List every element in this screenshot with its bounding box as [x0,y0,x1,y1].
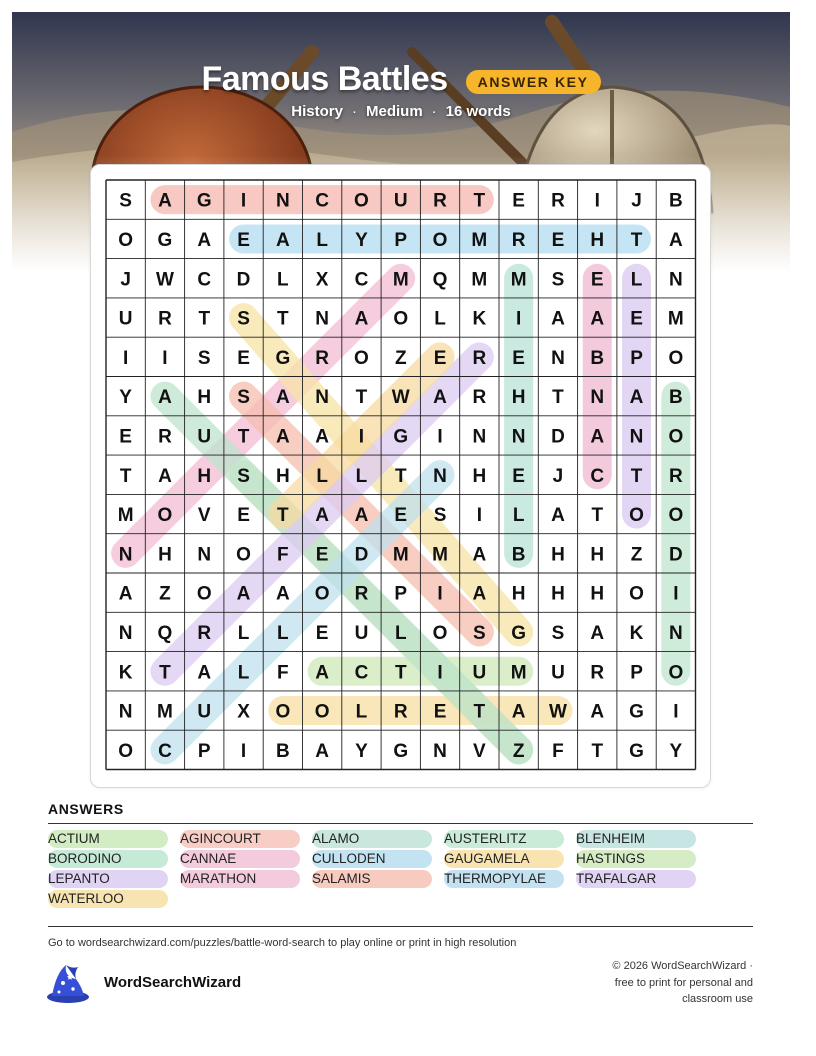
grid-letter: L [630,269,643,291]
grid-letter: C [197,269,212,291]
grid-letter: M [510,269,527,291]
grid-letter: I [358,426,365,448]
answer-item: LEPANTO [48,870,168,888]
grid-letter: I [673,583,679,605]
grid-letter: M [392,269,409,291]
grid-letter: U [393,190,408,212]
grid-letter: B [668,190,683,212]
grid-letter: P [630,662,643,684]
grid-letter: K [629,622,644,644]
puzzle-meta [12,103,790,120]
grid-letter: H [551,583,565,605]
footer-divider [48,926,753,927]
grid-letter: D [551,426,565,448]
footer-link[interactable]: Go to wordsearchwizard.com/puzzles/battle-word-search to play online or print in high resolution [48,937,517,949]
grid-letter: E [630,308,643,330]
answer-item: THERMOPYLAE [444,870,564,888]
grid-letter: D [236,269,251,291]
grid-letter: S [119,190,132,212]
grid-letter: A [590,308,605,330]
grid-letter: E [237,347,250,369]
grid-letter: M [117,505,134,527]
grid-letter: R [433,190,447,212]
grid-letter: N [197,544,212,566]
grid-letter: T [394,662,407,684]
grid-letter: W [391,387,410,409]
grid-letter: A [590,622,605,644]
grid-letter: R [551,190,565,212]
grid-letter: S [197,347,211,369]
grid-letter: R [472,347,487,369]
grid-letter: R [590,662,605,684]
answer-key-badge: ANSWER KEY [466,70,601,94]
grid-letter: T [119,465,132,487]
grid-letter: N [511,426,526,448]
grid-letter: W [548,701,567,723]
grid-letter: L [394,622,407,644]
grid-letter: L [316,465,328,487]
grid-letter: T [277,505,289,527]
grid-letter: T [198,308,211,330]
grid-letter: R [158,426,172,448]
grid-letter: O [275,701,291,723]
grid-letter: G [629,740,644,762]
difficulty-label: Medium [365,103,423,120]
grid-letter: A [158,190,172,212]
grid-letter: O [314,701,330,723]
answer-item: HASTINGS [576,850,696,868]
answer-item: AGINCOURT [180,830,300,848]
grid-letter: J [552,465,564,487]
grid-letter: W [155,269,174,291]
grid-letter: O [629,583,644,605]
grid-letter: S [433,505,447,527]
grid-letter: L [355,701,368,723]
grid-letter: Y [119,387,132,409]
copyright-notice [583,958,753,1008]
grid-letter: T [355,387,368,409]
grid-letter: O [314,583,330,605]
grid-letter: B [590,347,605,369]
grid-letter: G [393,426,409,448]
answer-item: TRAFALGAR [576,870,696,888]
subject-label: History [291,103,343,120]
grid-letter: A [551,505,565,527]
grid-letter: H [551,544,565,566]
grid-letter: C [158,740,172,762]
grid-letter: E [512,347,525,369]
grid-letter: H [511,583,526,605]
grid-letter: O [118,740,134,762]
grid-letter: K [118,662,133,684]
grid-letter: O [668,662,684,684]
grid-letter: A [275,387,290,409]
grid-letter: O [668,426,684,448]
grid-letter: E [433,347,447,369]
grid-letter: T [277,308,289,330]
grid-letter: M [392,544,409,566]
grid-letter: A [315,426,330,448]
grid-letter: I [162,347,168,369]
grid-letter: D [668,544,683,566]
grid-letter: T [394,465,407,487]
grid-letter: F [277,544,289,566]
grid-letter: E [119,426,132,448]
grid-letter: T [473,701,486,723]
answer-item: WATERLOO [48,890,168,908]
grid-letter: S [237,387,250,409]
grid-letter: P [197,740,211,762]
grid-letter: Z [159,583,171,605]
grid-letter: A [118,583,133,605]
answer-item: ALAMO [312,830,432,848]
grid-letter: O [668,505,684,527]
grid-letter: U [354,622,369,644]
grid-letter: T [159,662,171,684]
grid-letter: A [158,465,172,487]
grid-letter: X [237,701,250,723]
grid-letter: Q [432,269,448,291]
grid-letter: P [394,229,408,251]
answer-item: SALAMIS [312,870,432,888]
answers-heading: ANSWERS [48,801,124,817]
grid-letter: Z [630,544,643,566]
grid-letter: C [315,190,330,212]
grid-letter: A [590,426,605,448]
grid-letter: T [473,190,486,212]
grid-letter: A [511,701,526,723]
grid-letter: S [551,269,565,291]
grid-letter: A [433,387,447,409]
grid-letter: N [118,622,133,644]
grid-letter: R [197,622,212,644]
grid-letter: N [118,701,133,723]
grid-letter: A [197,662,212,684]
grid-letter: G [629,701,644,723]
grid-letter: A [275,583,290,605]
grid-letter: O [668,347,684,369]
grid-letter: I [476,505,482,527]
word-count-label: 16 words [445,103,511,120]
grid-letter: V [473,740,486,762]
grid-letter: P [394,583,408,605]
answer-item: BLENHEIM [576,830,696,848]
grid-letter: G [196,190,212,212]
grid-letter: U [197,426,212,448]
grid-letter: A [551,308,565,330]
grid-letter: T [237,426,250,448]
grid-letter: E [315,622,329,644]
grid-letter: O [118,229,134,251]
grid-letter: V [197,505,211,527]
grid-letter: N [629,426,644,448]
grid-letter: H [590,544,605,566]
grid-letter: L [237,662,250,684]
word-search-grid [91,165,712,789]
grid-letter: Q [157,622,173,644]
grid-letter: U [118,308,133,330]
grid-letter: R [354,583,369,605]
grid-letter: L [316,229,328,251]
answer-item: MARATHON [180,870,300,888]
answer-item: AUSTERLITZ [444,830,564,848]
grid-letter: E [237,505,250,527]
grid-letter: U [197,701,212,723]
grid-letter: H [197,465,212,487]
grid-letter: S [237,465,250,487]
grid-letter: I [437,662,443,684]
grid-letter: O [354,347,369,369]
grid-letter: N [472,426,487,448]
answer-item: CULLODEN [312,850,432,868]
grid-letter: R [315,347,330,369]
letters-layer [118,191,684,762]
grid-letter: E [512,465,525,487]
grid-letter: L [512,505,525,527]
grid-letter: N [590,387,605,409]
grid-letter: E [237,229,250,251]
grid-letter: G [511,622,527,644]
grid-letter: G [275,347,291,369]
grid-letter: A [354,308,369,330]
grid-letter: R [393,701,408,723]
grid-letter: M [471,229,488,251]
grid-letter: Z [394,347,407,369]
grid-letter: A [158,387,172,409]
grid-letter: T [552,387,564,409]
answers-divider [48,823,753,824]
copyright-line: © 2026 WordSearchWizard · [612,960,753,972]
copyright-line: free to print for personal and [614,976,753,989]
puzzle-card [90,164,711,788]
grid-letter: A [315,662,330,684]
grid-letter: S [551,622,565,644]
grid-letter: O [432,229,448,251]
grid-letter: M [510,662,527,684]
grid-letter: O [354,190,369,212]
wizard-hat-icon [46,963,92,1005]
brand[interactable] [46,963,306,1007]
grid-letter: N [551,347,565,369]
grid-letter: H [590,229,605,251]
grid-letter: T [591,505,604,527]
grid-letter: S [237,308,250,330]
grid-letter: A [668,229,683,251]
grid-letter: A [236,583,251,605]
grid-letter: U [551,662,565,684]
answer-item: BORODINO [48,850,168,868]
grid-letter: A [197,229,212,251]
grid-letter: C [590,465,605,487]
grid-letter: I [437,583,443,605]
grid-letter: M [157,701,173,723]
grid-letter: N [315,387,330,409]
grid-letter: A [315,505,330,527]
grid-letter: O [236,544,251,566]
grid-letter: A [354,505,369,527]
grid-letter: A [275,229,290,251]
grid-letter: O [393,308,409,330]
brand-name: WordSearchWizard [104,974,242,991]
answer-item: GAUGAMELA [444,850,564,868]
grid-letter: H [158,544,172,566]
grid-letter: L [277,622,289,644]
grid-letter: P [630,347,643,369]
grid-letter: A [629,387,644,409]
grid-letter: N [275,190,290,212]
grid-letter: L [277,269,289,291]
grid-letter: A [590,701,605,723]
grid-letter: D [354,544,369,566]
grid-letter: E [551,229,565,251]
page-title: Famous Battles [201,60,448,98]
grid-letter: Y [669,740,683,762]
grid-letter: O [157,505,173,527]
grid-letter: T [630,229,643,251]
grid-letter: C [354,662,369,684]
grid-letter: I [673,701,679,723]
meta-separator: · [351,103,357,120]
grid-letter: L [355,465,368,487]
grid-letter: A [472,583,487,605]
grid-letter: J [120,269,131,291]
grid-letter: X [315,269,329,291]
grid-letter: K [472,308,487,330]
grid-letter: I [123,347,129,369]
grid-letter: R [668,465,683,487]
grid-letter: F [552,740,564,762]
grid-letter: E [590,269,604,291]
grid-letter: E [512,190,525,212]
grid-letter: U [472,662,487,684]
grid-letter: T [630,465,643,487]
grid-letter: O [629,505,644,527]
grid-letter: H [590,583,605,605]
grid-letter: E [394,505,408,527]
grid-letter: B [668,387,683,409]
grid-letter: R [158,308,172,330]
grid-letter: S [473,622,486,644]
grid-letter: J [631,190,642,212]
grid-letter: A [472,544,487,566]
grid-letter: O [432,622,448,644]
grid-letter: Z [512,740,525,762]
grid-letter: N [433,740,447,762]
grid-letter: R [511,229,526,251]
grid-letter: E [433,701,447,723]
grid-letter: Y [355,740,368,762]
meta-separator: · [431,103,437,120]
grid-letter: I [594,190,600,212]
grid-letter: L [434,308,446,330]
grid-letter: H [197,387,212,409]
copyright-line: classroom use [682,993,753,1005]
grid-letter: G [157,229,173,251]
grid-letter: O [196,583,212,605]
grid-letter: L [237,622,250,644]
grid-letter: C [354,269,369,291]
grid-letter: N [315,308,330,330]
grid-letter: N [118,544,133,566]
grid-letter: I [240,740,247,762]
grid-letter: A [275,426,290,448]
grid-letter: I [516,308,522,330]
grid-letter: B [275,740,290,762]
grid-letter: M [667,308,684,330]
grid-letter: T [591,740,604,762]
answer-item: ACTIUM [48,830,168,848]
grid-letter: A [315,740,330,762]
grid-letter: Y [355,229,368,251]
grid-letter: H [275,465,290,487]
grid-letter: B [511,544,526,566]
grid-letter: M [432,544,448,566]
grid-letter: M [471,269,488,291]
grid-letter: H [472,465,487,487]
grid-letter: H [511,387,526,409]
grid-letter: I [240,190,247,212]
grid-letter: F [277,662,289,684]
title-row [12,60,790,99]
grid-letter: N [433,465,447,487]
grid-letter: N [668,269,683,291]
grid-letter: G [393,740,409,762]
answer-item: CANNAE [180,850,300,868]
grid-letter: N [668,622,683,644]
grid-letter: I [437,426,443,448]
grid-letter: E [315,544,329,566]
grid-letter: R [472,387,487,409]
